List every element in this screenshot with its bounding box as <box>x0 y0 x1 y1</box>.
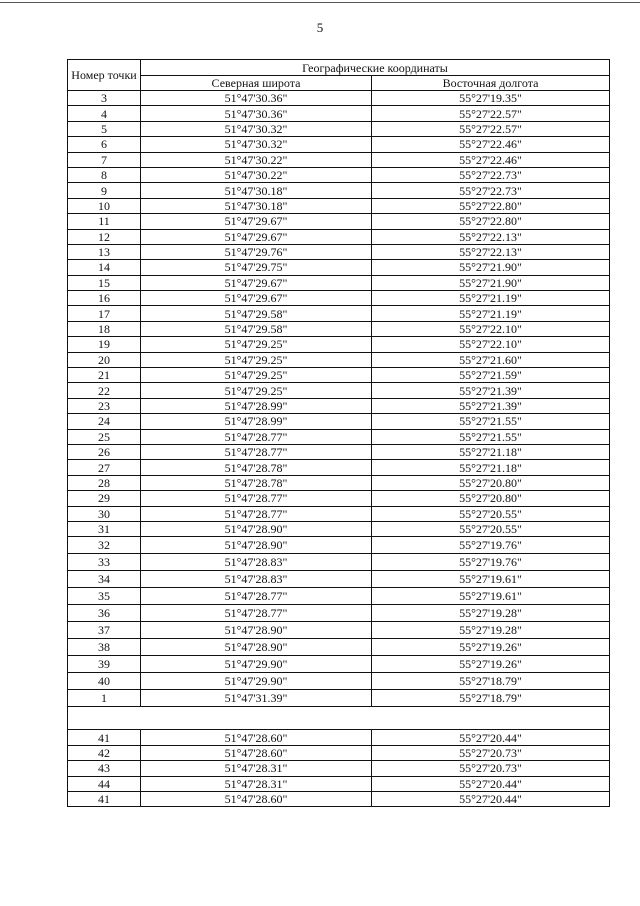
table-row <box>68 761 610 776</box>
point-number-cell: 20 <box>68 352 141 367</box>
latitude-cell: 51°47'28.90" <box>141 537 372 554</box>
latitude-cell: 51°47'28.78" <box>141 475 372 490</box>
table-row <box>68 475 610 490</box>
longitude-cell: 55°27'20.80" <box>372 491 610 506</box>
longitude-cell: 55°27'21.18" <box>372 444 610 459</box>
longitude-cell: 55°27'21.59" <box>372 368 610 383</box>
point-number-cell: 41 <box>68 730 141 745</box>
point-number-cell: 3 <box>68 91 141 106</box>
latitude-cell: 51°47'29.58" <box>141 306 372 321</box>
table-row <box>68 730 610 745</box>
table-row <box>68 673 610 690</box>
header-geo-coordinates: Географические координаты <box>141 60 610 76</box>
table-row <box>68 444 610 459</box>
table-row <box>68 275 610 290</box>
point-number-cell: 12 <box>68 229 141 244</box>
table-row <box>68 337 610 352</box>
latitude-cell: 51°47'29.25" <box>141 383 372 398</box>
point-number-cell: 35 <box>68 588 141 605</box>
latitude-cell: 51°47'28.99" <box>141 414 372 429</box>
table-row <box>68 121 610 136</box>
table-row <box>68 368 610 383</box>
point-number-cell: 40 <box>68 673 141 690</box>
latitude-cell: 51°47'28.77" <box>141 444 372 459</box>
point-number-cell: 29 <box>68 491 141 506</box>
longitude-cell: 55°27'19.61" <box>372 571 610 588</box>
longitude-cell: 55°27'21.19" <box>372 306 610 321</box>
latitude-cell: 51°47'28.77" <box>141 491 372 506</box>
latitude-cell: 51°47'29.25" <box>141 352 372 367</box>
table-row <box>68 398 610 413</box>
table-row <box>68 198 610 213</box>
longitude-cell: 55°27'21.39" <box>372 383 610 398</box>
longitude-cell: 55°27'22.73" <box>372 183 610 198</box>
table-row <box>68 745 610 760</box>
table-row <box>68 491 610 506</box>
point-number-cell: 28 <box>68 475 141 490</box>
latitude-cell: 51°47'30.36" <box>141 106 372 121</box>
point-number-cell: 31 <box>68 521 141 536</box>
longitude-cell: 55°27'19.76" <box>372 537 610 554</box>
latitude-cell: 51°47'28.77" <box>141 429 372 444</box>
latitude-cell: 51°47'29.90" <box>141 673 372 690</box>
point-number-cell: 30 <box>68 506 141 521</box>
table-row <box>68 537 610 554</box>
latitude-cell: 51°47'28.83" <box>141 571 372 588</box>
point-number-cell: 15 <box>68 275 141 290</box>
longitude-cell: 55°27'19.61" <box>372 588 610 605</box>
point-number-cell: 24 <box>68 414 141 429</box>
longitude-cell: 55°27'22.13" <box>372 229 610 244</box>
longitude-cell: 55°27'21.55" <box>372 414 610 429</box>
latitude-cell: 51°47'28.60" <box>141 745 372 760</box>
header-north-latitude: Северная широта <box>141 76 372 91</box>
latitude-cell: 51°47'28.90" <box>141 639 372 656</box>
latitude-cell: 51°47'28.90" <box>141 521 372 536</box>
longitude-cell: 55°27'19.28" <box>372 622 610 639</box>
longitude-cell: 55°27'22.13" <box>372 244 610 259</box>
table-row <box>68 229 610 244</box>
latitude-cell: 51°47'29.67" <box>141 229 372 244</box>
table-row <box>68 214 610 229</box>
point-number-cell: 36 <box>68 605 141 622</box>
point-number-cell: 10 <box>68 198 141 213</box>
point-number-cell: 11 <box>68 214 141 229</box>
table-row <box>68 91 610 106</box>
longitude-cell: 55°27'20.55" <box>372 506 610 521</box>
point-number-cell: 6 <box>68 137 141 152</box>
point-number-cell: 8 <box>68 167 141 182</box>
point-number-cell: 1 <box>68 690 141 707</box>
table-row <box>68 106 610 121</box>
latitude-cell: 51°47'30.22" <box>141 152 372 167</box>
longitude-cell: 55°27'20.44" <box>372 776 610 791</box>
longitude-cell: 55°27'19.26" <box>372 656 610 673</box>
point-number-cell: 34 <box>68 571 141 588</box>
table-row <box>68 554 610 571</box>
latitude-cell: 51°47'28.31" <box>141 776 372 791</box>
table-row <box>68 244 610 259</box>
latitude-cell: 51°47'30.32" <box>141 121 372 136</box>
table-row <box>68 167 610 182</box>
latitude-cell: 51°47'28.60" <box>141 730 372 745</box>
table-row <box>68 656 610 673</box>
point-number-cell: 5 <box>68 121 141 136</box>
longitude-cell: 55°27'22.57" <box>372 121 610 136</box>
table-row <box>68 137 610 152</box>
longitude-cell: 55°27'22.80" <box>372 214 610 229</box>
longitude-cell: 55°27'20.73" <box>372 745 610 760</box>
table-row <box>68 588 610 605</box>
longitude-cell: 55°27'21.55" <box>372 429 610 444</box>
longitude-cell: 55°27'21.90" <box>372 260 610 275</box>
header-east-longitude: Восточная долгота <box>372 76 610 91</box>
table-row <box>68 306 610 321</box>
point-number-cell: 21 <box>68 368 141 383</box>
longitude-cell: 55°27'19.28" <box>372 605 610 622</box>
table-row <box>68 321 610 336</box>
point-number-cell: 32 <box>68 537 141 554</box>
latitude-cell: 51°47'28.77" <box>141 506 372 521</box>
point-number-cell: 38 <box>68 639 141 656</box>
point-number-cell: 26 <box>68 444 141 459</box>
table-row <box>68 291 610 306</box>
point-number-cell: 16 <box>68 291 141 306</box>
table-row <box>68 605 610 622</box>
longitude-cell: 55°27'21.90" <box>372 275 610 290</box>
point-number-cell: 33 <box>68 554 141 571</box>
latitude-cell: 51°47'29.76" <box>141 244 372 259</box>
table-row <box>68 571 610 588</box>
latitude-cell: 51°47'29.90" <box>141 656 372 673</box>
point-number-cell: 25 <box>68 429 141 444</box>
page-top-edge <box>0 2 640 3</box>
point-number-cell: 39 <box>68 656 141 673</box>
latitude-cell: 51°47'30.22" <box>141 167 372 182</box>
longitude-cell: 55°27'21.19" <box>372 291 610 306</box>
latitude-cell: 51°47'29.75" <box>141 260 372 275</box>
point-number-cell: 44 <box>68 776 141 791</box>
longitude-cell: 55°27'20.55" <box>372 521 610 536</box>
latitude-cell: 51°47'28.60" <box>141 791 372 806</box>
longitude-cell: 55°27'22.80" <box>372 198 610 213</box>
point-number-cell: 13 <box>68 244 141 259</box>
longitude-cell: 55°27'20.80" <box>372 475 610 490</box>
point-number-cell: 17 <box>68 306 141 321</box>
table-row <box>68 791 610 806</box>
table-row <box>68 183 610 198</box>
longitude-cell: 55°27'21.60" <box>372 352 610 367</box>
latitude-cell: 51°47'28.77" <box>141 605 372 622</box>
latitude-cell: 51°47'30.18" <box>141 183 372 198</box>
latitude-cell: 51°47'28.99" <box>141 398 372 413</box>
latitude-cell: 51°47'29.58" <box>141 321 372 336</box>
longitude-cell: 55°27'20.73" <box>372 761 610 776</box>
table-row <box>68 506 610 521</box>
latitude-cell: 51°47'29.67" <box>141 291 372 306</box>
longitude-cell: 55°27'19.35" <box>372 91 610 106</box>
longitude-cell: 55°27'22.73" <box>372 167 610 182</box>
table-row <box>68 639 610 656</box>
latitude-cell: 51°47'30.36" <box>141 91 372 106</box>
latitude-cell: 51°47'31.39" <box>141 690 372 707</box>
spacer-row <box>68 707 610 730</box>
latitude-cell: 51°47'30.18" <box>141 198 372 213</box>
longitude-cell: 55°27'22.46" <box>372 137 610 152</box>
table-row <box>68 429 610 444</box>
latitude-cell: 51°47'29.25" <box>141 337 372 352</box>
table-row <box>68 152 610 167</box>
longitude-cell: 55°27'22.10" <box>372 337 610 352</box>
point-number-cell: 42 <box>68 745 141 760</box>
latitude-cell: 51°47'29.67" <box>141 275 372 290</box>
point-number-cell: 22 <box>68 383 141 398</box>
longitude-cell: 55°27'22.10" <box>372 321 610 336</box>
latitude-cell: 51°47'28.90" <box>141 622 372 639</box>
longitude-cell: 55°27'19.26" <box>372 639 610 656</box>
longitude-cell: 55°27'21.18" <box>372 460 610 475</box>
longitude-cell: 55°27'22.57" <box>372 106 610 121</box>
table-row <box>68 622 610 639</box>
header-point-number: Номер точки <box>68 60 141 91</box>
point-number-cell: 19 <box>68 337 141 352</box>
point-number-cell: 9 <box>68 183 141 198</box>
longitude-cell: 55°27'18.79" <box>372 673 610 690</box>
point-number-cell: 27 <box>68 460 141 475</box>
longitude-cell: 55°27'21.39" <box>372 398 610 413</box>
page-number: 5 <box>316 20 324 35</box>
table-row <box>68 383 610 398</box>
latitude-cell: 51°47'29.25" <box>141 368 372 383</box>
longitude-cell: 55°27'20.44" <box>372 791 610 806</box>
latitude-cell: 51°47'30.32" <box>141 137 372 152</box>
coordinates-table <box>67 59 610 807</box>
latitude-cell: 51°47'28.83" <box>141 554 372 571</box>
table-row <box>68 260 610 275</box>
longitude-cell: 55°27'22.46" <box>372 152 610 167</box>
latitude-cell: 51°47'28.31" <box>141 761 372 776</box>
table-row <box>68 352 610 367</box>
point-number-cell: 4 <box>68 106 141 121</box>
point-number-cell: 18 <box>68 321 141 336</box>
longitude-cell: 55°27'20.44" <box>372 730 610 745</box>
latitude-cell: 51°47'28.77" <box>141 588 372 605</box>
point-number-cell: 43 <box>68 761 141 776</box>
table-row <box>68 776 610 791</box>
point-number-cell: 41 <box>68 791 141 806</box>
point-number-cell: 23 <box>68 398 141 413</box>
point-number-cell: 14 <box>68 260 141 275</box>
point-number-cell: 37 <box>68 622 141 639</box>
table-row <box>68 414 610 429</box>
table-row <box>68 460 610 475</box>
longitude-cell: 55°27'18.79" <box>372 690 610 707</box>
latitude-cell: 51°47'29.67" <box>141 214 372 229</box>
longitude-cell: 55°27'19.76" <box>372 554 610 571</box>
point-number-cell: 7 <box>68 152 141 167</box>
table-row <box>68 690 610 707</box>
latitude-cell: 51°47'28.78" <box>141 460 372 475</box>
table-row <box>68 521 610 536</box>
